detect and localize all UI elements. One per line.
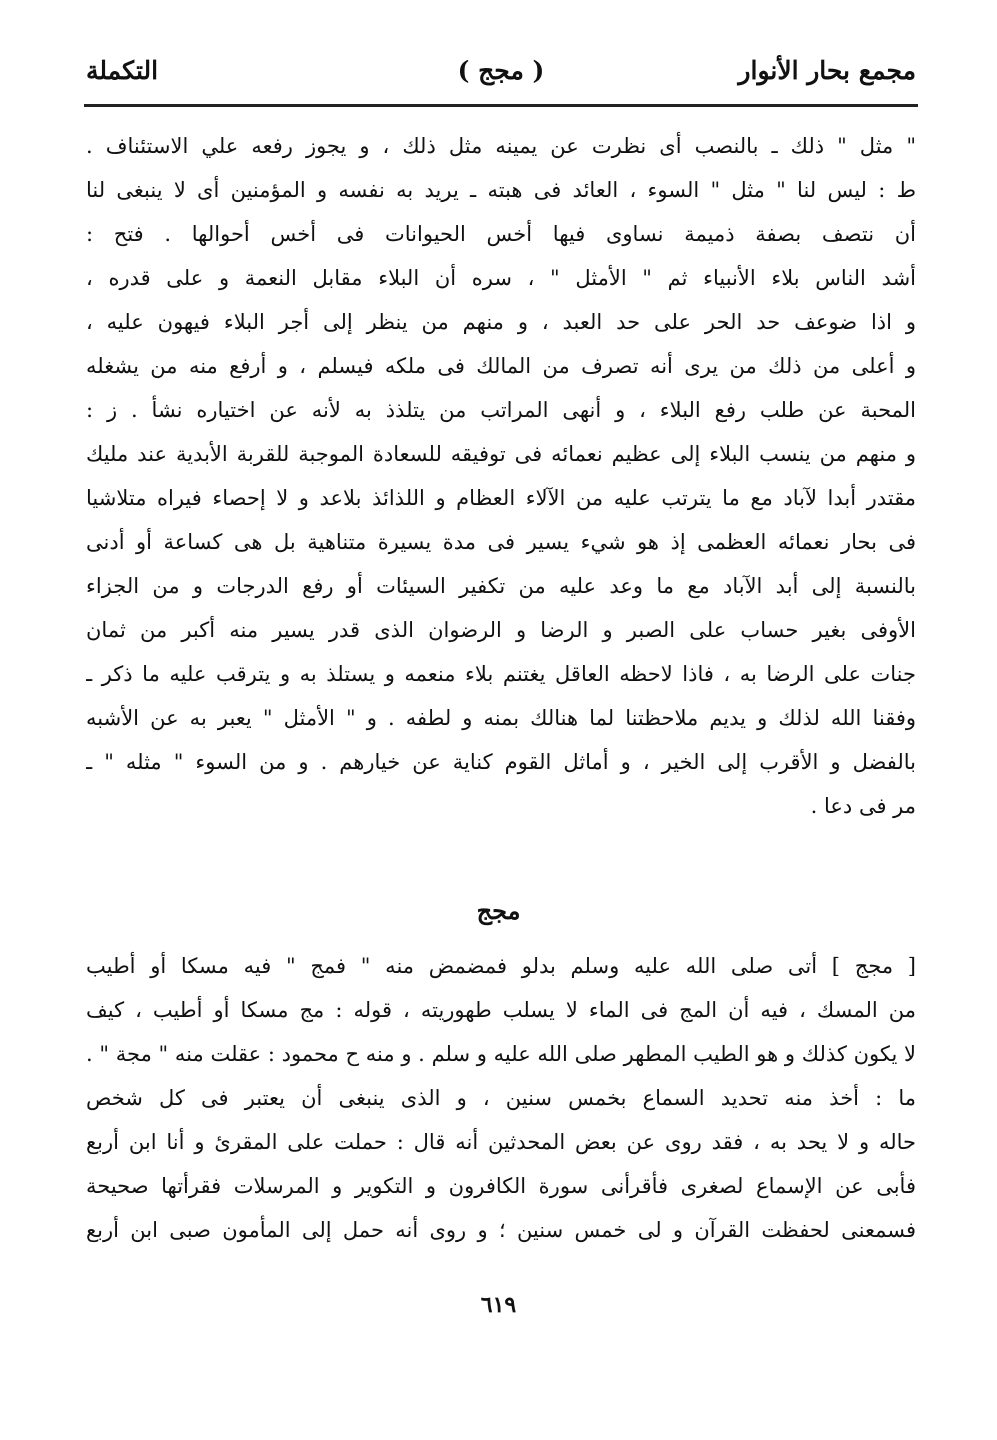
text-line: فسمعنى لحفظت القرآن و لى خمس سنين ؛ و روى أنه حمل إلى المأمون صبى ابن أربع <box>86 1218 916 1242</box>
text-line: وفقنا الله لذلك و يديم ملاحظتنا لما هنالك بمنه و لطفه . و " الأمثل " يعبر به عن الأشبه <box>86 706 916 730</box>
text-line: ما : أخذ منه تحديد السماع بخمس سنين ، و الذى ينبغى أن يعتبر فى كل شخص <box>86 1086 916 1110</box>
header-book-title: مجمع بحار الأنوار <box>738 56 916 85</box>
text-line: لا يكون كذلك و هو الطيب المطهر صلى الله عليه و سلم . و منه ح محمود : عقلت منه " مجة " . <box>86 1042 916 1066</box>
text-line: و اذا ضوعف حد الحر على حد العبد ، و منهم من ينظر إلى أجر البلاء فيهون عليه ، <box>86 310 916 334</box>
text-line: الأوفى بغير حساب على الصبر و الرضا و الرضوان الذى قدر يسير منه أكبر من ثمان <box>86 618 916 642</box>
text-line: و أعلى من ذلك من يرى أنه تصرف من المالك فى ملكه فيسلم ، و أرفع منه من يشغله <box>86 354 916 378</box>
page-number: ٦١٩ <box>480 1292 517 1318</box>
header-section-label: التكملة <box>86 56 159 85</box>
page-header <box>86 50 916 96</box>
text-line: " مثل " ذلك ـ بالنصب أى نظرت عن يمينه مثل ذلك ، و يجوز رفعه علي الاستئناف . <box>86 134 916 158</box>
header-entry-word: ( مجج ) <box>457 56 545 85</box>
text-line: أن نتصف بصفة ذميمة نساوى فيها أخس الحيوانات فى أخس أحوالها . فتح : <box>86 222 916 246</box>
entry-text-mjj <box>86 944 916 1252</box>
header-rule <box>84 104 918 107</box>
text-line: جنات على الرضا به ، فاذا لاحظه العاقل يغتنم بلاء منعمه و يستلذ به و يترقب عليه ما ذكر ـ <box>86 662 916 686</box>
text-line: [ مجج ] أتى صلى الله عليه وسلم بدلو فمضمض منه " فمج " فيه مسكا أو أطيب <box>86 954 916 978</box>
text-line: ط : ليس لنا " مثل " السوء ، العائد فى هبته ـ يريد به نفسه و المؤمنين أى لا ينبغى لنا <box>86 178 916 202</box>
text-line: من المسك ، فيه أن المج فى الماء لا يسلب طهوريته ، قوله : مج مسكا أو أطيب ، كيف <box>86 998 916 1022</box>
entry-text-mthl <box>86 124 916 828</box>
text-line: مر فى دعا . <box>810 794 916 818</box>
text-line: المحبة عن طلب رفع البلاء ، و أنهى المراتب من يتلذذ به لأنه عن اختياره نشأ . ز : <box>86 398 916 422</box>
text-line: بالفضل و الأقرب إلى الخير ، و أماثل القوم كناية عن خيارهم . و من السوء " مثله " ـ <box>86 750 916 774</box>
text-line: فى بحار نعمائه العظمى إذ هو شيء يسير فى مدة يسيرة متناهية بل هى كساعة أو أدنى <box>86 530 916 554</box>
text-line: أشد الناس بلاء الأنبياء ثم " الأمثل " ، سره أن البلاء مقابل النعمة و على قدره ، <box>86 266 916 290</box>
text-line: بالنسبة إلى أبد الآباد مع ما وعد عليه من تكفير السيئات أو رفع الدرجات و من الجزاء <box>86 574 916 598</box>
text-line: مقتدر أبدا لآباد مع ما يترتب عليه من الآلاء العظام و اللذائذ بلاعد و لا إحصاء فيراه متلاشيا <box>86 486 916 510</box>
text-line: و منهم من ينسب البلاء إلى عظيم نعمائه فى توفيقه للسعادة الموجبة للقربة الأبدية عند مليك <box>86 442 916 466</box>
section-heading: مجج <box>476 896 521 925</box>
text-line: حاله و لا يحد به ، فقد روى عن بعض المحدثين أنه قال : حملت على المقرئ و أنا ابن أربع <box>86 1130 916 1154</box>
text-line: فأبى عن الإسماع لصغرى فأقرأنى سورة الكافرون و التكوير و المرسلات فقرأتها صحيحة <box>86 1174 916 1198</box>
